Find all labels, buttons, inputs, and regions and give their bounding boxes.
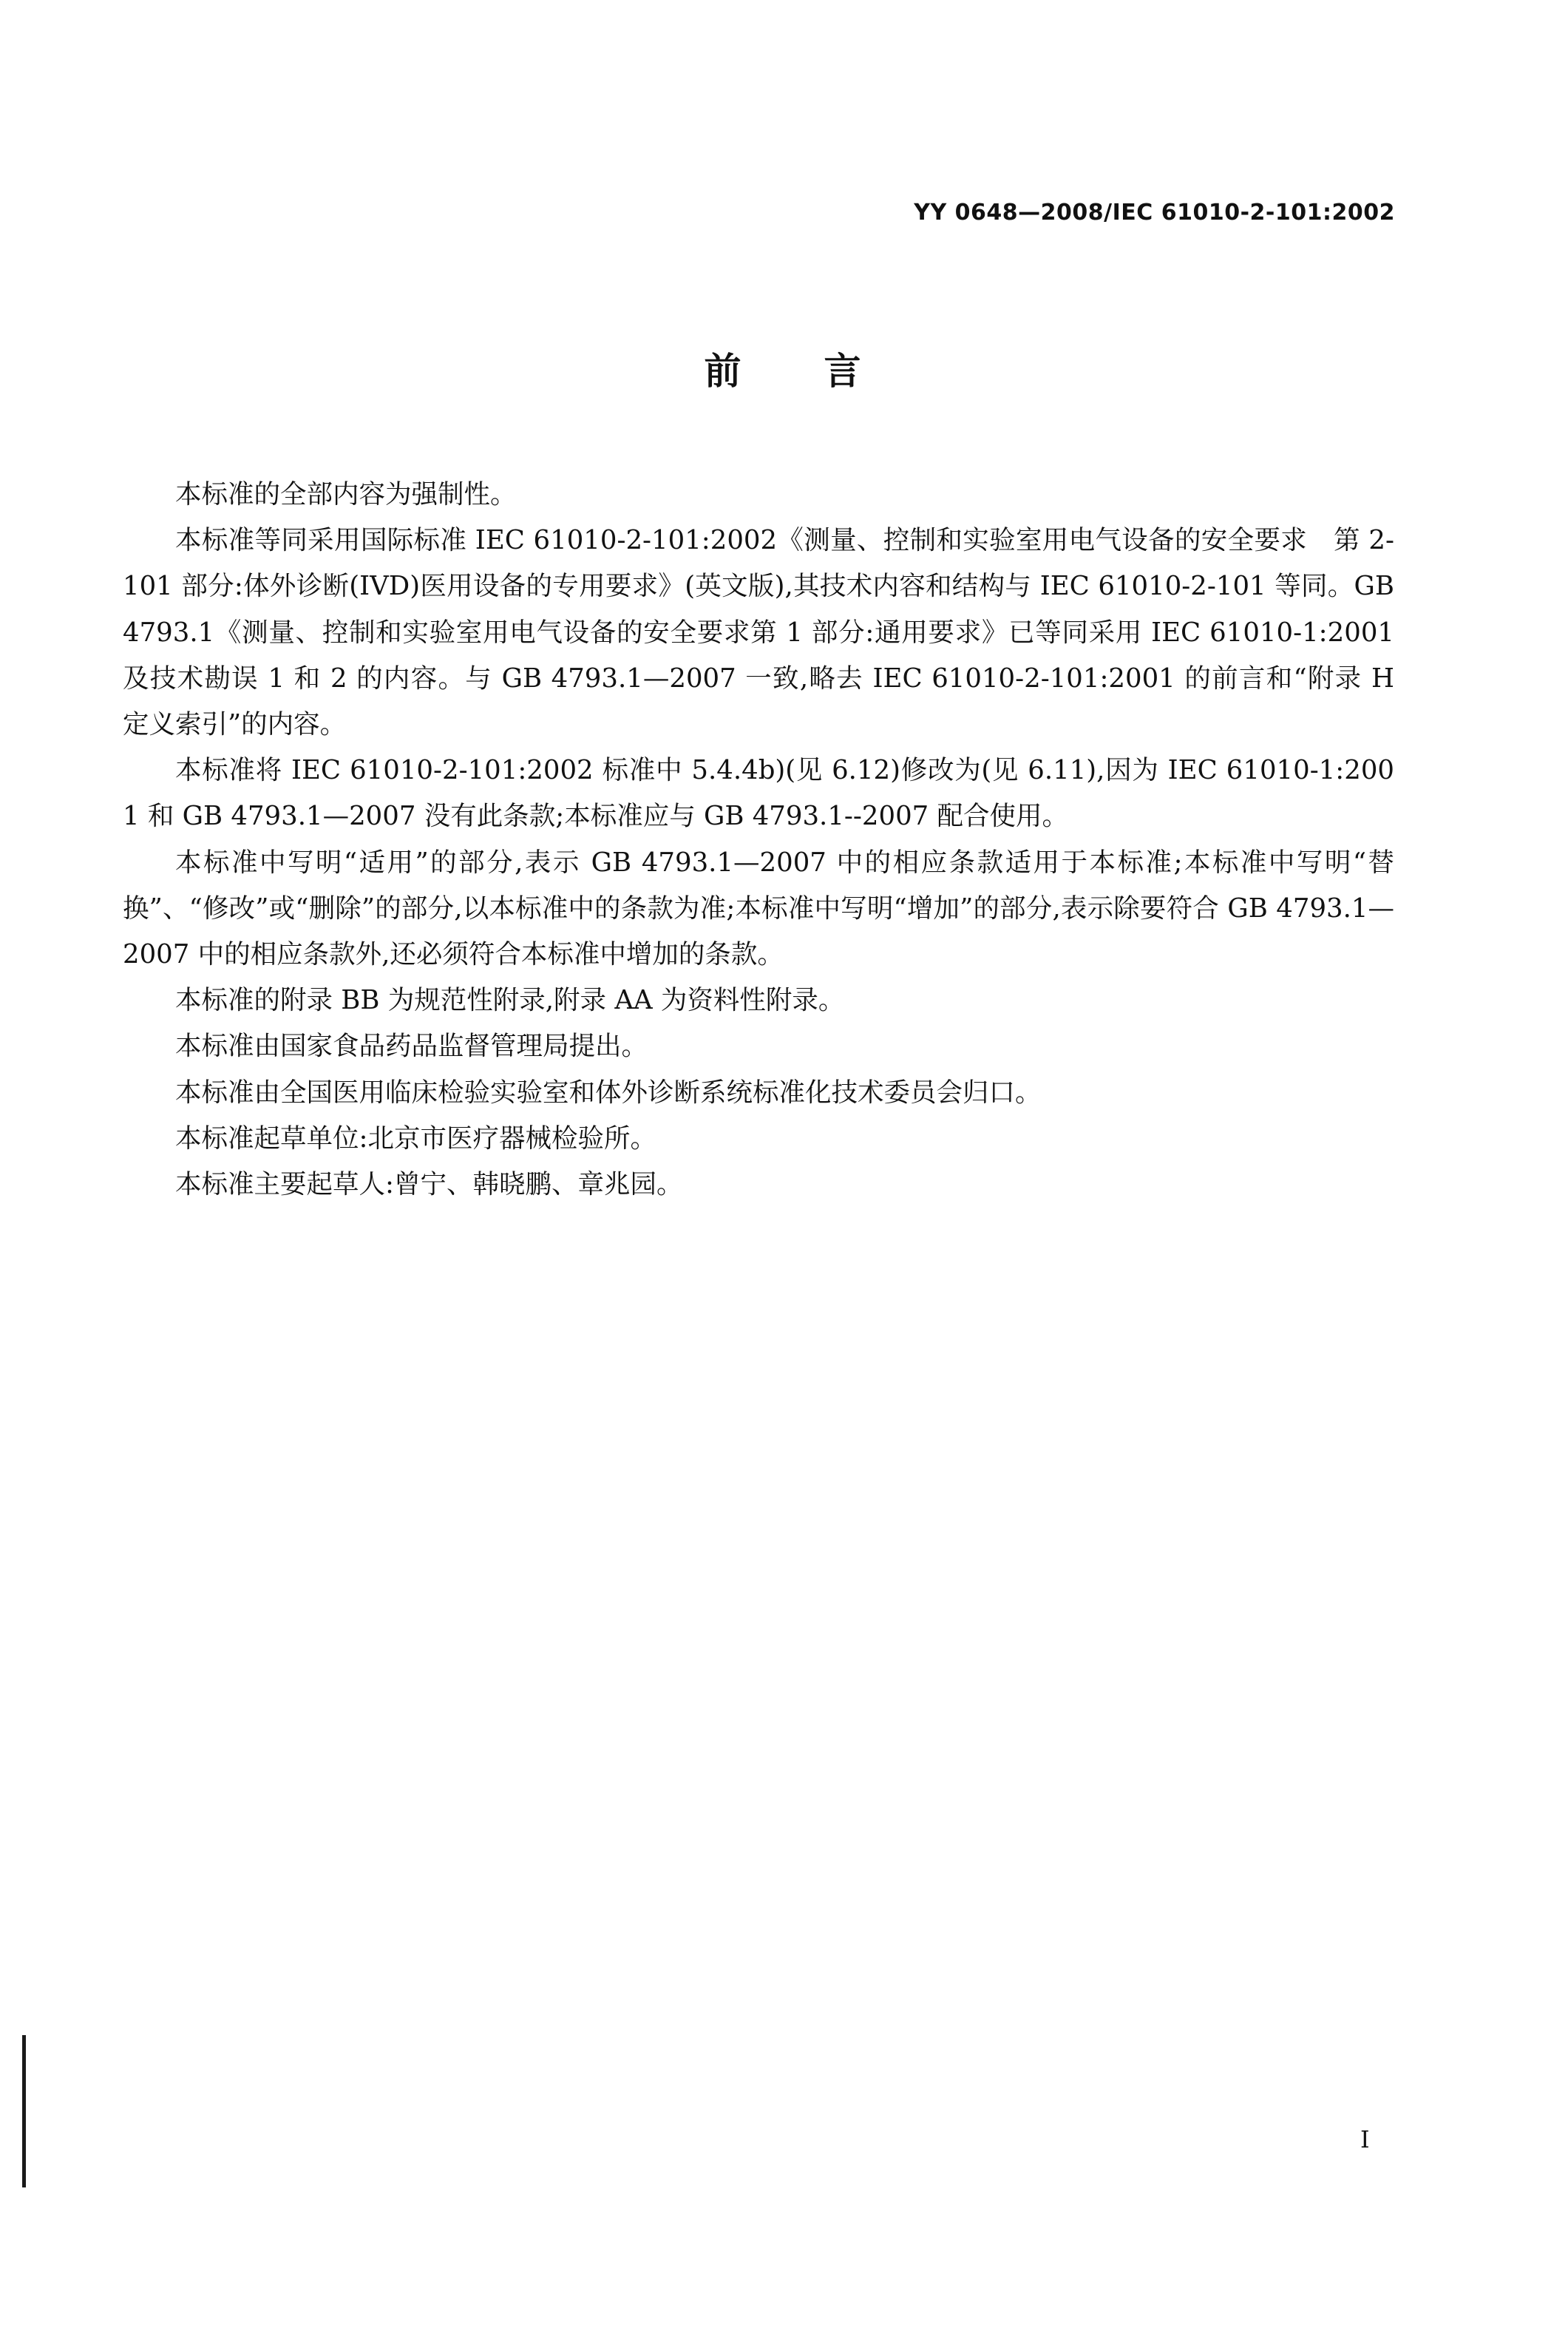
paragraph-drafting-unit: 本标准起草单位:北京市医疗器械检验所。 bbox=[175, 1123, 656, 1154]
scan-edge-mark bbox=[22, 2035, 26, 2187]
page-number: I bbox=[1360, 2125, 1370, 2153]
paragraph-drafters: 本标准主要起草人:曾宁、韩晓鹏、章兆园。 bbox=[175, 1169, 683, 1200]
paragraph-adoption: 本标准等同采用国际标准 IEC 61010-2-101:2002《测量、控制和实验室用电气设备的安全要求 第 2-101 部分:体外诊断(IVD)医用设备的专用要求》(英文版),其技术内容和结构与 IEC 61010-2-101 等同。GB 4793.1《测量、控制和实验室用电气设备的安全要求第 1 部分:通用要求》已等同采用 IEC 61010-1:2001及技术勘误 1 和 2 的内容。与 GB 4793.1—2007 一致,略去 IEC 61010-2-101:2001 的前言和“附录 H 定义索引”的内容。 bbox=[123, 525, 1394, 740]
standard-code-header: YY 0648—2008/IEC 61010-2-101:2002 bbox=[914, 200, 1395, 226]
paragraph-proposer: 本标准由国家食品药品监督管理局提出。 bbox=[175, 1031, 648, 1062]
page-title: 前 言 bbox=[704, 350, 864, 393]
paragraph-mandatory-statement: 本标准的全部内容为强制性。 bbox=[175, 479, 517, 510]
foreword-body bbox=[123, 472, 1394, 1208]
paragraph-modification: 本标准将 IEC 61010-2-101:2002 标准中 5.4.4b)(见 6.12)修改为(见 6.11),因为 IEC 61010-1:2001 和 GB 4793.1—2007 没有此条款;本标准应与 GB 4793.1--2007 配合使用。 bbox=[123, 755, 1394, 832]
paragraph-committee: 本标准由全国医用临床检验实验室和体外诊断系统标准化技术委员会归口。 bbox=[175, 1077, 1042, 1108]
paragraph-clause-usage: 本标准中写明“适用”的部分,表示 GB 4793.1—2007 中的相应条款适用于本标准;本标准中写明“替换”、“修改”或“删除”的部分,以本标准中的条款为准;本标准中写明“增加”的部分,表示除要符合 GB 4793.1—2007 中的相应条款外,还必须符合本标准中增加的条款。 bbox=[123, 847, 1394, 970]
paragraph-annexes: 本标准的附录 BB 为规范性附录,附录 AA 为资料性附录。 bbox=[175, 985, 845, 1016]
